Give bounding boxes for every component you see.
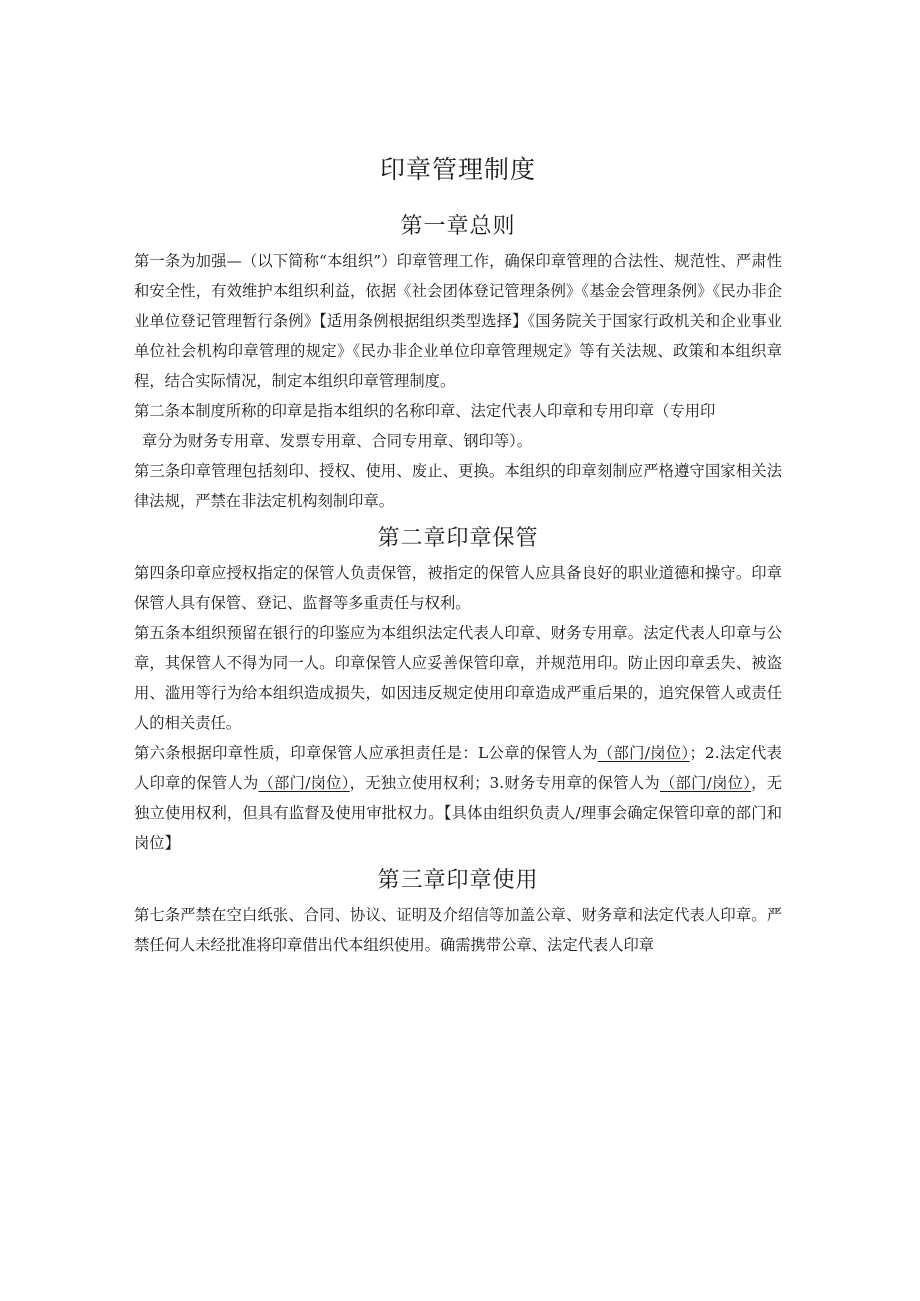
blank-department-position: （部门/岗位） <box>659 774 752 792</box>
blank-department-position: （部门/岗位） <box>597 744 690 762</box>
article-text: ，无独立使用权利，但具有监督及使用审批权力。【具体由组织负责人/理事会确定保管印章的部门和岗位】 <box>134 774 782 852</box>
blank-department-position: （部门/岗位） <box>258 774 350 792</box>
article-text: 第六条根据印章性质，印章保管人应承担责任是：L公章的保管人为 <box>134 744 598 762</box>
article-text: ，无独立使用权利；3.财务专用章的保管人为 <box>349 774 660 792</box>
article-paragraph <box>134 738 782 858</box>
chapter-heading: 第一章总则 <box>400 214 516 239</box>
article-line: 第二条本制度所称的印章是指本组织的名称印章、法定代表人印章和专用印章（专用印 <box>134 402 716 420</box>
document-body <box>134 150 782 960</box>
article-paragraph: 第五条本组织预留在银行的印鉴应为本组织法定代表人印章、财务专用章。法定代表人印章与公章，其保管人不得为同一人。印章保管人应妥善保管印章，并规范用印。防止因印章丢失、被盗用、滥用等行为给本组织造成损失，如因违反规定使用印章造成严重后果的，追究保管人或责任人的相关责任。 <box>134 624 782 732</box>
title-wrapper <box>134 150 782 208</box>
article-paragraph: 第七条严禁在空白纸张、合同、协议、证明及介绍信等加盖公章、财务章和法定代表人印章。严禁任何人未经批准将印章借出代本组织使用。确需携带公章、法定代表人印章 <box>134 906 782 954</box>
article-line: 章分为财务专用章、发票专用章、合同专用章、钢印等）。 <box>142 432 533 450</box>
chapter-heading: 第二章印章保管 <box>377 526 539 551</box>
article-paragraph: 第一条为加强—（以下简称“本组织”）印章管理工作，确保印章管理的合法性、规范性、严肃性和安全性，有效维护本组织利益，依据《社会团体登记管理条例》《基金会管理条例》《民办非企业单位登记管理暂行条例》【适用条例根据组织类型选择】《国务院关于国家行政机关和企业事业单位社会机构印章管理的规定》《民办非企业单位印章管理规定》等有关法规、政策和本组织章程，结合实际情况，制定本组织印章管理制度。 <box>134 252 782 390</box>
article-paragraph: 第四条印章应授权指定的保管人负责保管，被指定的保管人应具备良好的职业道德和操守。印章保管人具有保管、登记、监督等多重责任与权利。 <box>134 564 782 612</box>
document-title: 印章管理制度 <box>379 155 536 184</box>
article-paragraph: 第三条印章管理包括刻印、授权、使用、废止、更换。本组织的印章刻制应严格遵守国家相关法律法规，严禁在非法定机构刻制印章。 <box>134 462 782 510</box>
article-paragraph <box>134 396 782 456</box>
chapter-heading: 第三章印章使用 <box>377 868 539 893</box>
article-text: ；2.法定代表人印章的保管人为 <box>134 744 782 792</box>
